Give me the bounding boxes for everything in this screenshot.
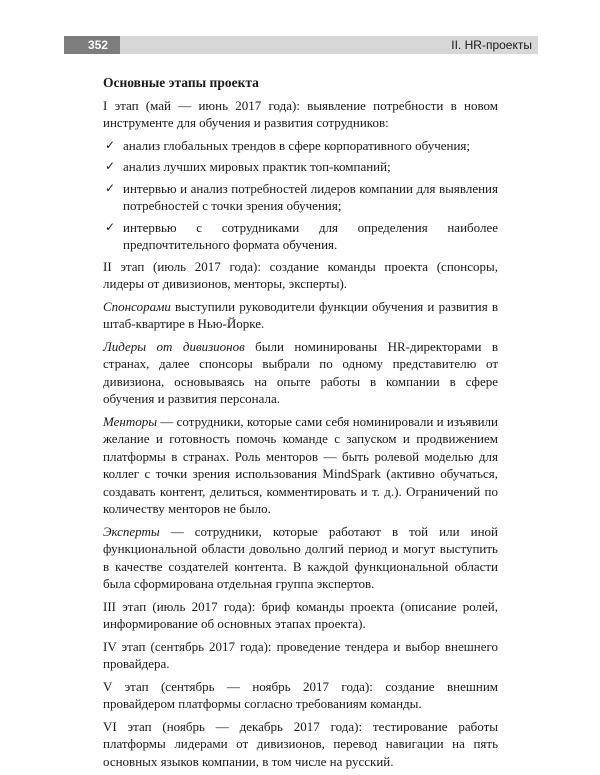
list-item-text: интервью с сотрудниками для определения наиболее предпочтительного формата обучения.: [123, 219, 498, 252]
page-header: [64, 36, 538, 56]
running-title: II. HR-проекты: [451, 38, 532, 52]
stage-2: II этап (июль 2017 года): создание команды проекта (спонсоры, лидеры от дивизионов, менторы, эксперты).: [103, 258, 498, 291]
stage-1-list: [103, 137, 498, 254]
experts-paragraph: [103, 523, 498, 593]
sponsors-term: Спонсорами: [103, 298, 171, 314]
experts-term: Эксперты: [103, 523, 160, 539]
stage-4: IV этап (сентябрь 2017 года): проведение тендера и выбор внешнего провайдера.: [103, 638, 498, 671]
stage-5: V этап (сентябрь — ноябрь 2017 года): создание внешним провайдером платформы согласно требованиям команды.: [103, 678, 498, 711]
sponsors-paragraph: [103, 298, 498, 333]
stage-1-intro: I этап (май — июнь 2017 года): выявление потребности в новом инструменте для обучения и развития сотрудников:: [103, 97, 498, 130]
stage-3: III этап (июль 2017 года): бриф команды проекта (описание ролей, информирование об основных этапах проекта).: [103, 598, 498, 631]
page-number: 352: [64, 36, 120, 54]
list-item: [103, 219, 498, 254]
mentors-term: Менторы: [103, 413, 158, 429]
leaders-text: были номинированы HR-директорами в странах, далее спонсоры выбрали по одному представителю от дивизиона, основываясь на опыте работы в компании в сфере обучения и развития персонала.: [103, 338, 498, 406]
leaders-paragraph: [103, 338, 498, 408]
list-item: [103, 158, 498, 176]
check-icon: ✓: [105, 137, 116, 152]
list-item: [103, 180, 498, 215]
check-icon: ✓: [105, 180, 116, 195]
list-item-text: анализ лучших мировых практик топ-компаний;: [123, 159, 391, 174]
list-item-text: анализ глобальных трендов в сфере корпоративного обучения;: [123, 137, 471, 153]
check-icon: ✓: [105, 219, 116, 234]
page-body: [103, 70, 498, 775]
section-title: Основные этапы проекта: [103, 75, 259, 90]
stage-6: VI этап (ноябрь — декабрь 2017 года): тестирование работы платформы лидерами от дивизионов, перевод навигации на пять основных языков компании, в том числе на русский.: [103, 718, 498, 769]
mentors-paragraph: [103, 413, 498, 518]
mentors-text: — сотрудники, которые сами себя номинировали и изъявили желание и готовность помочь команде с запуском и продвижением платформы в странах. Роль менторов — быть ролевой моделью для коллег с точки зрения использования MindSpark (активно обучаться, создавать контент, делиться, комментировать и т. д.). Ограничений по количеству менторов не было.: [103, 413, 498, 516]
sponsors-text: выступили руководители функции обучения и развития в штаб-квартире в Нью-Йорке.: [103, 298, 498, 331]
list-item-text: интервью и анализ потребностей лидеров компании для выявления потребностей с точки зрения обучения;: [123, 180, 498, 213]
list-item: [103, 137, 498, 155]
check-icon: ✓: [105, 159, 116, 173]
leaders-term: Лидеры от дивизионов: [103, 338, 245, 354]
experts-text: — сотрудники, которые работают в той или иной функциональной области довольно долгий период и могут выступить в качестве создателей контента. В каждой функциональной области была сформирована отдельная группа экспертов.: [103, 523, 498, 591]
